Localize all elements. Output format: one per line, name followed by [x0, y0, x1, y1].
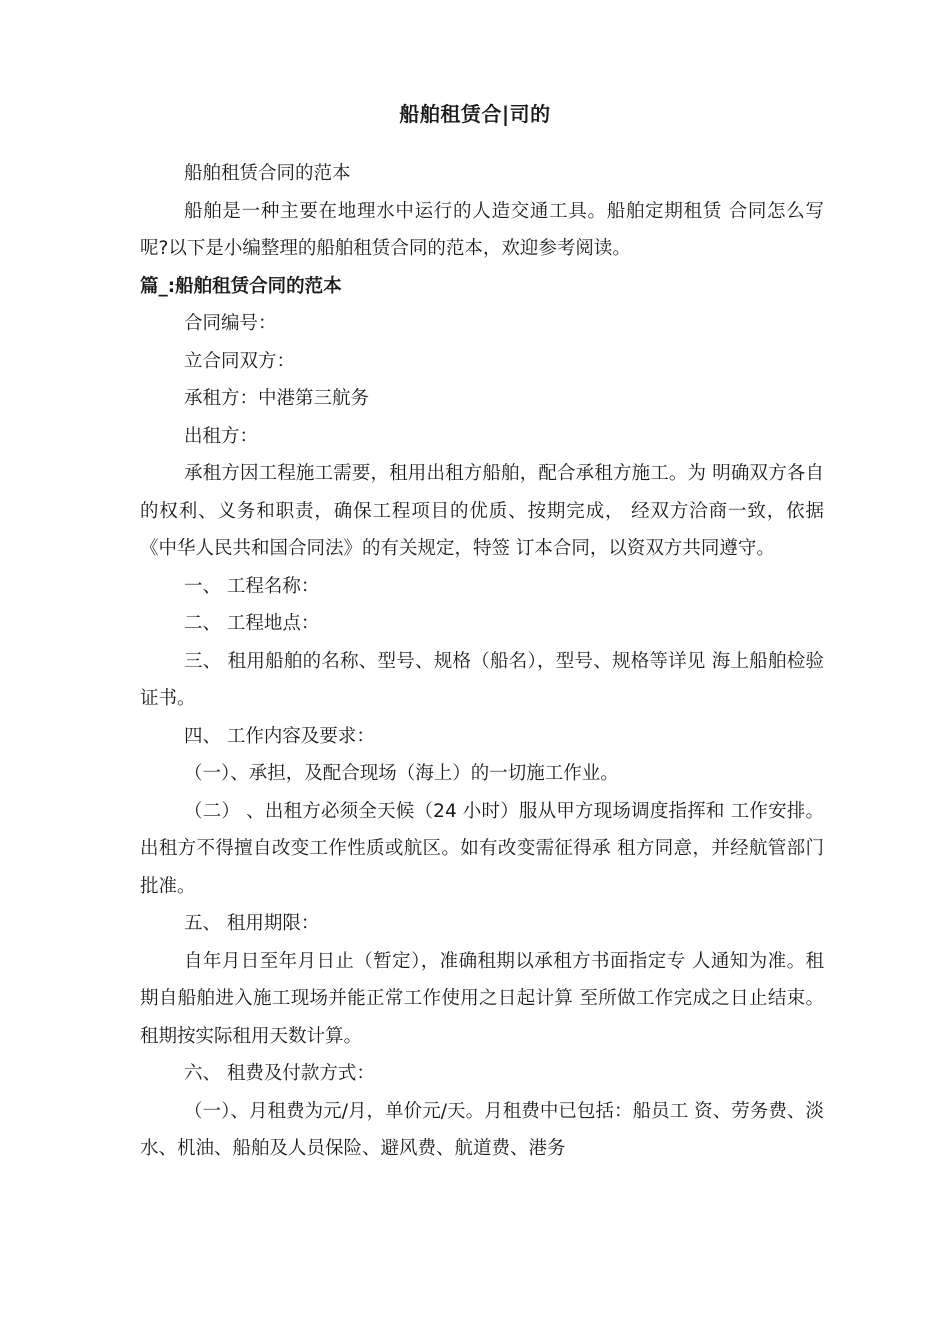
paragraph: 自年月日至年月日止（暂定），准确租期以承租方书面指定专 人通知为准。租期自船舶进入施工现场并能正常工作使用之日起计算 至所做工作完成之日止结束。租期按实际租用天数计算。 [140, 950, 824, 1047]
paragraph: 出租方： [184, 425, 259, 447]
paragraph: （二） 、出租方必须全天候（24 小时）服从甲方现场调度指挥和 工作安排。出租方不得擅自改变工作性质或航区。如有改变需征得承 租方同意，并经航管部门批准。 [140, 800, 824, 897]
paragraph: 六、 租费及付款方式： [184, 1063, 375, 1084]
section-heading: 篇_:船舶租赁合同的范本 [140, 275, 342, 297]
paragraph: 船舶是一种主要在地理水中运行的人造交通工具。船舶定期租赁 合同怎么写呢?以下是小编整理的船舶租赁合同的范本，欢迎参考阅读。 [140, 200, 824, 259]
paragraph: 五、 租用期限： [184, 913, 320, 934]
paragraph: 二、 工程地点： [184, 613, 320, 634]
paragraph: （一）、承担，及配合现场（海上）的一切施工作业。 [184, 763, 619, 784]
paragraph: 一、 工程名称： [184, 575, 320, 597]
paragraph: （一）、月租费为元/月，单价元/天。月租费中已包括：船员工 资、劳务费、淡水、机油、船舶及人员保险、避风费、航道费、港务 [140, 1100, 824, 1159]
paragraph: 三、 租用船舶的名称、型号、规格（船名），型号、规格等详见 海上船舶检验证书。 [140, 650, 824, 709]
paragraph: 立合同双方： [184, 350, 296, 372]
document-body [140, 155, 824, 1168]
paragraph: 船舶租赁合同的范本 [184, 163, 351, 184]
paragraph: 合同编号： [184, 313, 277, 334]
paragraph: 承租方因工程施工需要，租用出租方船舶，配合承租方施工。为 明确双方各自的权利、义务和职责，确保工程项目的优质、按期完成， 经双方洽商一致，依据《中华人民共和国合同法》的有关规定，特签 订本合同，以资双方共同遵守。 [140, 463, 824, 559]
document-title: 船舶租赁合|司的 [399, 102, 551, 126]
paragraph: 四、 工作内容及要求： [184, 725, 375, 747]
paragraph: 承租方：中港第三航务 [184, 388, 370, 409]
